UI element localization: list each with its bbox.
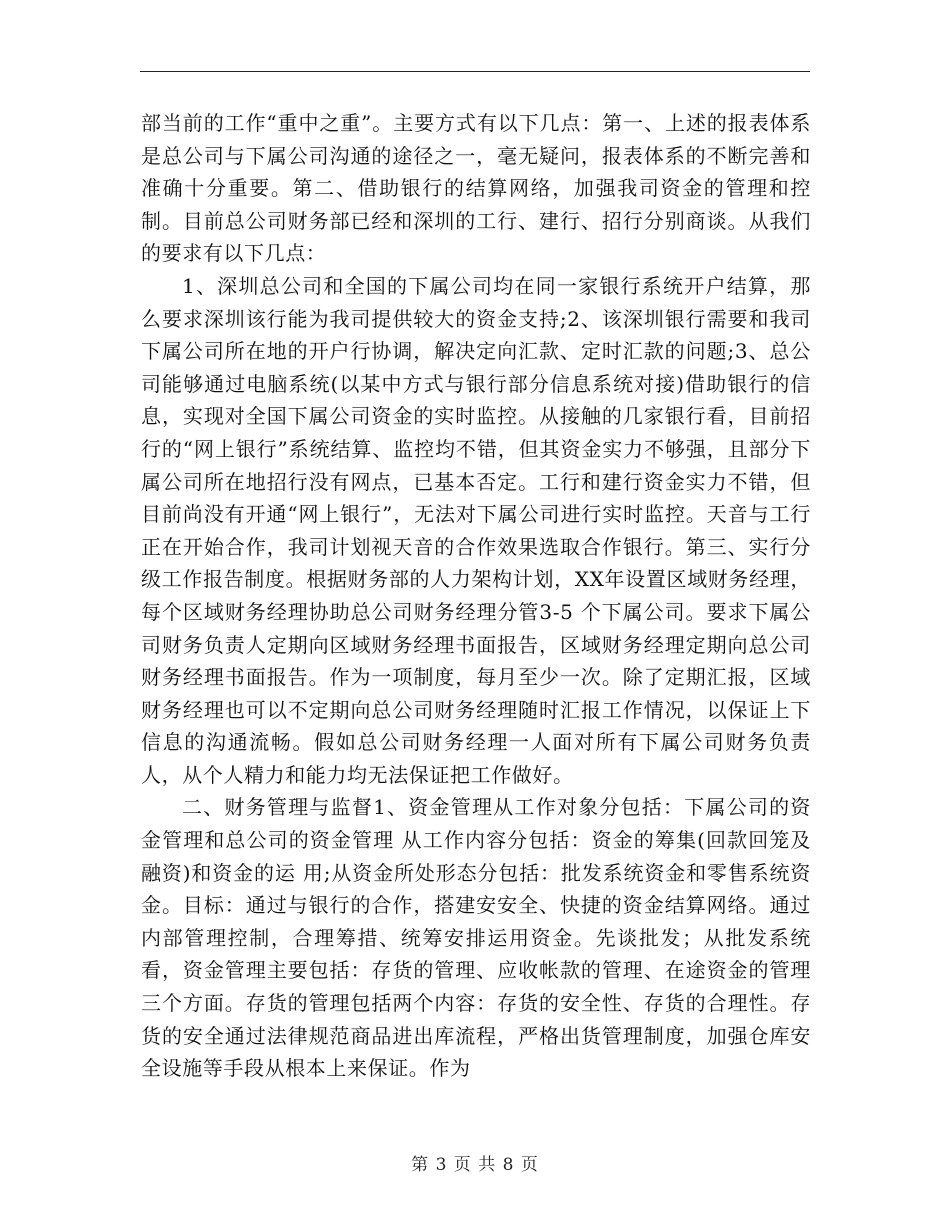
body-text xyxy=(141,107,811,1085)
paragraph-continuation: 部当前的工作“重中之重”。主要方式有以下几点：第一、上述的报表体系是总公司与下属公司沟通的途径之一，毫无疑问，报表体系的不断完善和准确十分重要。第二、借助银行的结算网络，加强我司资金的管理和控制。目前总公司财务部已经和深圳的工行、建行、招行分别商谈。从我们的要求有以下几点： xyxy=(141,111,811,266)
paragraph-finance-management: 二、财务管理与监督1、资金管理从工作对象分包括：下属公司的资金管理和总公司的资金管理 从工作内容分包括：资金的筹集(回款回笼及融资)和资金的运 用;从资金所处形态分包括：批发系统资金和零售系统资金。目标：通过与银行的合作，搭建安安全、快捷的资金结算网络。通过内部管理控制，合理筹措、统筹安排运用资金。先谈批发；从批发系统看，资金管理主要包括：存货的管理、应收帐款的管理、在途资金的管理三个方面。存货的管理包括两个内容：存货的安全性、存货的合理性。存货的安全通过法律规范商品进出库流程，严格出货管理制度，加强仓库安全设施等手段从根本上来保证。作为 xyxy=(141,795,811,1081)
header-rule xyxy=(140,71,810,72)
paragraph-bank-requirements: 1、深圳总公司和全国的下属公司均在同一家银行系统开户结算，那么要求深圳该行能为我司提供较大的资金支持;2、该深圳银行需要和我司下属公司所在地的开户行协调，解决定向汇款、定时汇款的问题;3、总公司能够通过电脑系统(以某中方式与银行部分信息系统对接)借助银行的信息，实现对全国下属公司资金的实时监控。从接触的几家银行看，目前招行的“网上银行”系统结算、监控均不错，但其资金实力不够强，且部分下属公司所在地招行没有网点，已基本否定。工行和建行资金实力不错，但目前尚没有开通“网上银行”，无法对下属公司进行实时监控。天音与工行正在开始合作，我司计划视天音的合作效果选取合作银行。第三、实行分级工作报告制度。根据财务部的人力架构计划，XX年设置区域财务经理，每个区域财务经理协助总公司财务经理分管3-5 个下属公司。要求下属公司财务负责人定期向区域财务经理书面报告，区域财务经理定期向总公司财务经理书面报告。作为一项制度，每月至少一次。除了定期汇报，区域财务经理也可以不定期向总公司财务经理随时汇报工作情况，以保证上下信息的沟通流畅。假如总公司财务经理一人面对所有下属公司财务负责人，从个人精力和能力均无法保证把工作做好。 xyxy=(141,273,811,787)
page-number-footer: 第 3 页 共 8 页 xyxy=(411,1155,539,1175)
